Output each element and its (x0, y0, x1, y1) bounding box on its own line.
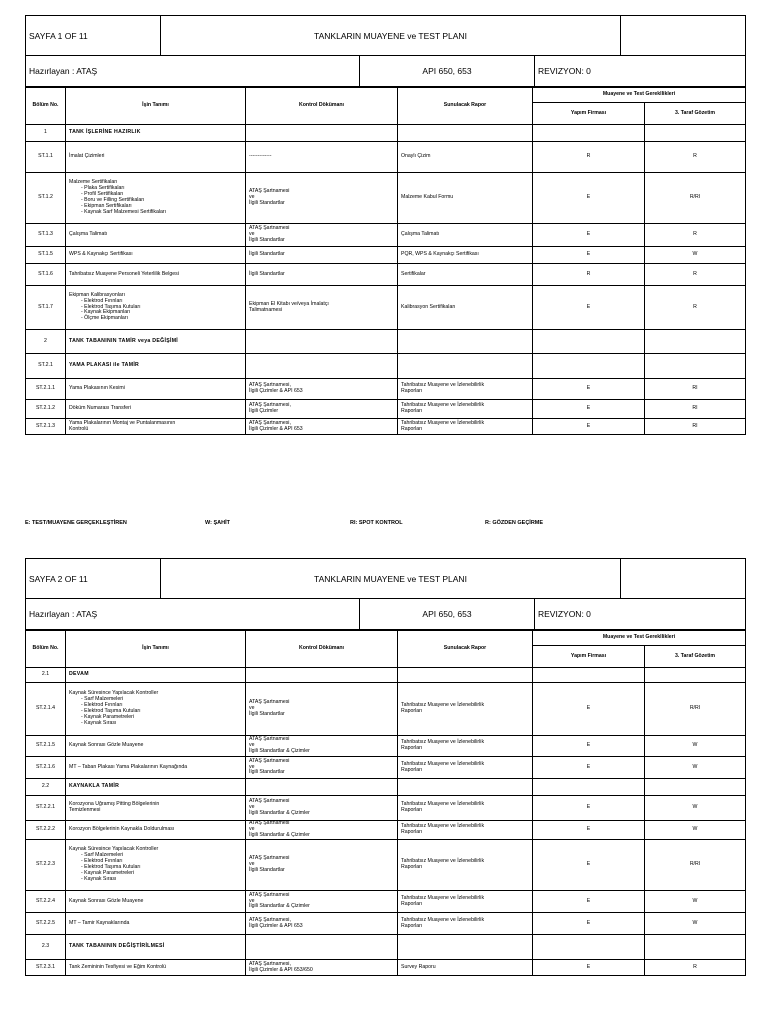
revision: REVIZYON: 0 (535, 599, 746, 630)
standard-ref: API 650, 653 (360, 599, 535, 630)
row-number: ST.2.1.3 (26, 419, 66, 435)
third-party-requirement: W (645, 891, 746, 913)
third-party-requirement (645, 935, 746, 960)
report (398, 354, 533, 379)
report (398, 683, 533, 736)
control-document-line: Ekipman El Kitabı ve/veya İmalatçı (249, 300, 329, 307)
legend (25, 520, 745, 530)
control-document-line: ve (249, 742, 255, 749)
task-description: TANK TABANININ TAMİR veya DEĞİŞİMİ (66, 330, 246, 354)
list-item: - Kaynak Sırası (81, 721, 242, 727)
col-firm-header: Yapım Firması (533, 646, 645, 668)
firm-requirement (533, 354, 645, 379)
task-description: Döküm Numarası Transferi (66, 400, 246, 419)
firm-requirement: E (533, 960, 645, 976)
firm-requirement: E (533, 286, 645, 330)
control-document (246, 683, 398, 736)
control-document: İlgili Standartlar (246, 264, 398, 286)
page-1-header (25, 15, 746, 87)
list-item: - Ölçme Ekipmanları (81, 316, 242, 322)
third-party-requirement: W (645, 821, 746, 840)
report-line: Raporları (401, 807, 423, 813)
control-document (246, 796, 398, 821)
control-document-line: İlgili Standartlar & Çizimler (249, 903, 310, 910)
task-heading: Ekipman Kalibrasyonları (69, 291, 125, 298)
report: Çalışma Talimatı (398, 224, 533, 247)
row-number: ST.2.1 (26, 354, 66, 379)
control-document-line: İlgili Standartlar (249, 866, 285, 873)
report-line: Raporları (401, 900, 423, 907)
table-row (26, 379, 746, 400)
row-number: ST.2.2.1 (26, 796, 66, 821)
report (398, 736, 533, 757)
prepared-by: Hazırlayan : ATAŞ (26, 599, 360, 630)
control-document-line: ATAŞ Şartnamesi (249, 736, 290, 743)
control-document-line: ATAŞ Şartnamesi, (249, 916, 291, 923)
third-party-requirement: W (645, 913, 746, 935)
legend-ri: RI: SPOT KONTROL (350, 520, 403, 526)
control-document-line: ve (249, 897, 255, 904)
task-sub-items (69, 697, 242, 727)
page-2-plan-table (25, 630, 746, 976)
table-row (26, 142, 746, 173)
task-description (66, 796, 246, 821)
report (398, 913, 533, 935)
row-number: 2.1 (26, 668, 66, 683)
control-document (246, 173, 398, 224)
list-item: - Kaynak Sırası (81, 877, 242, 883)
list-item: - Sarf Malzemeleri (81, 697, 242, 703)
section-row (26, 935, 746, 960)
report: Malzeme Kabul Formu (398, 173, 533, 224)
report-line: Raporları (401, 408, 423, 414)
row-number: ST.2.2.2 (26, 821, 66, 840)
control-document-line: İlgili Çizimler & API 653 (249, 388, 303, 394)
row-number: 2.3 (26, 935, 66, 960)
list-item: - Elektrod Fırınları (81, 299, 242, 305)
control-document (246, 891, 398, 913)
document-title: TANKLARIN MUAYENE ve TEST PLANI (161, 559, 621, 599)
firm-requirement: E (533, 247, 645, 264)
col-task-header: İşin Tanımı (66, 631, 246, 668)
section-row (26, 668, 746, 683)
task-description: DEVAM (66, 668, 246, 683)
legend-w: W: ŞAHİT (205, 520, 230, 526)
task-description-line: Korozyona Uğramış Pitting Bölgelerinin (69, 801, 160, 808)
list-item: - Elektrod Taşıma Kutuları (81, 709, 242, 715)
report-line: Raporları (401, 766, 423, 773)
row-number: ST.2.1.5 (26, 736, 66, 757)
firm-requirement: E (533, 379, 645, 400)
third-party-requirement: R/RI (645, 840, 746, 891)
legend-r: R: GÖZDEN GEÇİRME (485, 520, 544, 526)
control-document-line: ATAŞ Şartnamesi, (249, 402, 291, 409)
list-item: - Kaynak Ekipmanları (81, 310, 242, 316)
task-heading: Kaynak Süresince Yapılacak Kontroller (69, 846, 159, 853)
firm-requirement: E (533, 224, 645, 247)
firm-requirement: E (533, 736, 645, 757)
control-document-line: İlgili Çizimler (249, 408, 279, 414)
control-document-line: İlgili Standartlar & Çizimler (249, 747, 310, 754)
control-document (246, 330, 398, 354)
control-document-line: ATAŞ Şartnamesi (249, 188, 290, 195)
control-document-line: İlgili Standartlar (249, 710, 285, 717)
report-line: Tahribatsız Muayene ve İzlenebilirlik (401, 801, 485, 808)
third-party-requirement: W (645, 247, 746, 264)
task-description-line: Kontrolü (69, 425, 89, 432)
report (398, 891, 533, 913)
control-document-line: ATAŞ Şartnamesi (249, 820, 290, 827)
col-requirements-group-header: Muayene ve Test Gerekllikleri (533, 631, 746, 646)
control-document-line: ve (249, 231, 255, 238)
task-heading: Malzeme Sertifikaları (69, 179, 118, 186)
control-document (246, 840, 398, 891)
control-document (246, 379, 398, 400)
report-line: Tahribatsız Muayene ve İzlenebilirlik (401, 739, 485, 746)
empty-cell (621, 559, 746, 599)
col-section-header: Bölüm No. (26, 631, 66, 668)
third-party-requirement: W (645, 757, 746, 779)
row-number: ST.1.1 (26, 142, 66, 173)
firm-requirement (533, 330, 645, 354)
report-line: Tahribatsız Muayene ve İzlenebilirlik (401, 402, 485, 409)
task-description (66, 840, 246, 891)
control-document-line: ATAŞ Şartnamesi (249, 699, 290, 706)
control-document (246, 960, 398, 976)
firm-requirement: E (533, 796, 645, 821)
firm-requirement: E (533, 757, 645, 779)
row-number: ST.2.2.3 (26, 840, 66, 891)
third-party-requirement: R (645, 960, 746, 976)
report-line: Raporları (401, 829, 423, 835)
task-description: Kaynak Sonrası Gözle Muayene (66, 736, 246, 757)
report: PQR, WPS & Kaynakçı Sertifikası (398, 247, 533, 264)
report (398, 400, 533, 419)
report (398, 379, 533, 400)
control-document (246, 757, 398, 779)
firm-requirement: E (533, 821, 645, 840)
report-line: Tahribatsız Muayene ve İzlenebilirlik (401, 760, 485, 767)
list-item: - Kaynak Parametreleri (81, 715, 242, 721)
firm-requirement: E (533, 683, 645, 736)
plan-page-2 (25, 558, 745, 976)
row-number: 1 (26, 125, 66, 142)
third-party-requirement: R (645, 142, 746, 173)
control-document: İlgili Standartlar (246, 247, 398, 264)
report (398, 668, 533, 683)
task-description-line: Yama Plakalarının Montaj ve Puntalanmasının (69, 419, 176, 426)
control-document-line: İlgili Çizimler & API 653/650 (249, 966, 313, 973)
column-header-row (26, 631, 746, 646)
table-row (26, 891, 746, 913)
third-party-requirement (645, 354, 746, 379)
control-document (246, 400, 398, 419)
firm-requirement: E (533, 891, 645, 913)
task-description: Yama Plakasının Kesimi (66, 379, 246, 400)
control-document-line: İlgili Standartlar (249, 236, 285, 243)
third-party-requirement (645, 125, 746, 142)
third-party-requirement: R (645, 224, 746, 247)
third-party-requirement: RI (645, 379, 746, 400)
row-number: ST.1.5 (26, 247, 66, 264)
report: Onaylı Çizim (398, 142, 533, 173)
control-document-line: ATAŞ Şartnamesi, (249, 382, 291, 389)
report-line: Tahribatsız Muayene ve İzlenebilirlik (401, 894, 485, 901)
list-item: - Kaynak Sarf Malzemesi Sertifikaları (81, 210, 242, 216)
task-description (66, 683, 246, 736)
row-number: ST.2.1.1 (26, 379, 66, 400)
list-item: - Boru ve Filling Sertifikaları (81, 198, 242, 204)
report-line: Tahribatsız Muayene ve İzlenebilirlik (401, 419, 485, 426)
report-line: Raporları (401, 388, 423, 394)
control-document-line: İlgili Standartlar (249, 769, 285, 776)
task-description: KAYNAKLA TAMİR (66, 779, 246, 796)
col-control-header: Kontrol Dökümanı (246, 88, 398, 125)
row-number: ST.1.6 (26, 264, 66, 286)
list-item: - Elektrod Fırınları (81, 859, 242, 865)
firm-requirement (533, 125, 645, 142)
table-row (26, 840, 746, 891)
list-item: - Ekipman Sertifikaları (81, 204, 242, 210)
control-document-line: İlgili Standartlar & Çizimler (249, 831, 310, 838)
report (398, 419, 533, 435)
control-document: ------------- (246, 142, 398, 173)
col-requirements-group-header: Muayene ve Test Gerekllikleri (533, 88, 746, 103)
control-document (246, 354, 398, 379)
control-document-line: ATAŞ Şartnamesi (249, 855, 290, 862)
report (398, 796, 533, 821)
report (398, 125, 533, 142)
table-row (26, 757, 746, 779)
row-number: ST.1.3 (26, 224, 66, 247)
col-report-header: Sunulacak Rapor (398, 88, 533, 125)
report: Kalibrasyon Sertifikaları (398, 286, 533, 330)
firm-requirement: R (533, 142, 645, 173)
control-document (246, 668, 398, 683)
task-description: Tahribatsız Muayene Personeli Yeterlilik Belgesi (66, 264, 246, 286)
report-line: Tahribatsız Muayene ve İzlenebilirlik (401, 382, 485, 389)
third-party-requirement: RI (645, 400, 746, 419)
empty-cell (621, 16, 746, 56)
table-row (26, 286, 746, 330)
list-item: - Profil Sertifikaları (81, 192, 242, 198)
task-description: TANK TABANININ DEĞİŞTİRİLMESİ (66, 935, 246, 960)
firm-requirement: E (533, 400, 645, 419)
report: Survey Raporu (398, 960, 533, 976)
firm-requirement (533, 779, 645, 796)
table-row (26, 796, 746, 821)
third-party-requirement: R (645, 286, 746, 330)
third-party-requirement: R (645, 264, 746, 286)
col-third-party-header: 3. Taraf Gözetim (645, 646, 746, 668)
firm-requirement: R (533, 264, 645, 286)
col-control-header: Kontrol Dökümanı (246, 631, 398, 668)
third-party-requirement: R/RI (645, 683, 746, 736)
third-party-requirement (645, 330, 746, 354)
table-row (26, 247, 746, 264)
section-row (26, 354, 746, 379)
control-document-line: ve (249, 763, 255, 770)
third-party-requirement: W (645, 796, 746, 821)
row-number: ST.2.1.6 (26, 757, 66, 779)
report: Sertifikalar (398, 264, 533, 286)
control-document-line: ATAŞ Şartnamesi (249, 798, 290, 805)
row-number: ST.2.2.4 (26, 891, 66, 913)
report (398, 821, 533, 840)
page-label: SAYFA 2 OF 11 (26, 559, 161, 599)
list-item: - Elektrod Taşıma Kutuları (81, 865, 242, 871)
control-document-line: ve (249, 194, 255, 201)
table-row (26, 960, 746, 976)
col-task-header: İşin Tanımı (66, 88, 246, 125)
task-description (66, 419, 246, 435)
report-line: Raporları (401, 425, 423, 432)
third-party-requirement (645, 779, 746, 796)
table-row (26, 224, 746, 247)
control-document-line: ATAŞ Şartnamesi, (249, 419, 291, 426)
plan-page-1 (25, 15, 745, 435)
third-party-requirement (645, 668, 746, 683)
task-description-line: Temizlenmesi (69, 807, 101, 813)
control-document-line: ve (249, 705, 255, 712)
row-number: ST.2.1.4 (26, 683, 66, 736)
task-description: YAMA PLAKASI ile TAMİR (66, 354, 246, 379)
control-document-line: İlgili Çizimler & API 653 (249, 425, 303, 432)
control-document (246, 224, 398, 247)
report (398, 330, 533, 354)
firm-requirement (533, 668, 645, 683)
task-description: Tank Zemininin Tesfiyesi ve Eğim Kontrolü (66, 960, 246, 976)
control-document (246, 935, 398, 960)
control-document-line: ATAŞ Şartnamesi (249, 225, 290, 232)
report-line: Tahribatsız Muayene ve İzlenebilirlik (401, 858, 485, 865)
report-line: Tahribatsız Muayene ve İzlenebilirlik (401, 823, 485, 830)
task-description: MT – Tamir Kaynaklarında (66, 913, 246, 935)
row-number: 2 (26, 330, 66, 354)
col-report-header: Sunulacak Rapor (398, 631, 533, 668)
col-section-header: Bölüm No. (26, 88, 66, 125)
task-description: TANK İŞLERİNE HAZIRLIK (66, 125, 246, 142)
page-1-plan-table (25, 87, 746, 435)
firm-requirement: E (533, 840, 645, 891)
row-number: ST.2.2.5 (26, 913, 66, 935)
table-row (26, 821, 746, 840)
firm-requirement: E (533, 419, 645, 435)
col-firm-header: Yapım Firması (533, 103, 645, 125)
col-third-party-header: 3. Taraf Gözetim (645, 103, 746, 125)
page-2-header (25, 558, 746, 630)
task-heading: Kaynak Süresince Yapılacak Kontroller (69, 690, 159, 697)
control-document (246, 779, 398, 796)
control-document-line: İlgili Çizimler & API 653 (249, 922, 303, 929)
table-row (26, 683, 746, 736)
task-description (66, 173, 246, 224)
control-document-line: ATAŞ Şartnamesi (249, 757, 290, 764)
control-document-line: İlgili Standartlar & Çizimler (249, 809, 310, 816)
task-description (66, 286, 246, 330)
control-document (246, 286, 398, 330)
section-row (26, 330, 746, 354)
section-row (26, 779, 746, 796)
task-description: İmalat Çizimleri (66, 142, 246, 173)
section-row (26, 125, 746, 142)
third-party-requirement: RI (645, 419, 746, 435)
list-item: - Sarf Malzemeleri (81, 853, 242, 859)
third-party-requirement: R/RI (645, 173, 746, 224)
page-label: SAYFA 1 OF 11 (26, 16, 161, 56)
firm-requirement: E (533, 173, 645, 224)
row-number: ST.2.1.2 (26, 400, 66, 419)
report (398, 757, 533, 779)
revision: REVIZYON: 0 (535, 56, 746, 87)
task-description: Kaynak Sonrası Gözle Muayene (66, 891, 246, 913)
row-number: 2.2 (26, 779, 66, 796)
report (398, 779, 533, 796)
report (398, 935, 533, 960)
control-document (246, 125, 398, 142)
report-line: Raporları (401, 708, 423, 714)
control-document-line: İlgili Standartlar (249, 199, 285, 206)
task-sub-items (69, 853, 242, 883)
task-description: MT – Taban Plakası Yama Plakalarının Kaynağında (66, 757, 246, 779)
firm-requirement: E (533, 913, 645, 935)
control-document-line: ve (249, 804, 255, 811)
table-row (26, 264, 746, 286)
list-item: - Plaka Sertifikaları (81, 186, 242, 192)
control-document-line: ATAŞ Şartnamesi, (249, 960, 291, 967)
standard-ref: API 650, 653 (360, 56, 535, 87)
firm-requirement (533, 935, 645, 960)
table-row (26, 913, 746, 935)
row-number: ST.1.2 (26, 173, 66, 224)
task-description: Çalışma Talimatı (66, 224, 246, 247)
report-line: Raporları (401, 922, 423, 929)
task-sub-items (69, 186, 242, 216)
legend-e: E: TEST/MUAYENE GERÇEKLEŞTİREN (25, 520, 127, 526)
task-sub-items (69, 299, 242, 323)
report (398, 840, 533, 891)
task-description: WPS & Kaynakçı Sertifikası (66, 247, 246, 264)
third-party-requirement: W (645, 736, 746, 757)
row-number: ST.1.7 (26, 286, 66, 330)
report-line: Raporları (401, 864, 423, 870)
control-document-line: ve (249, 826, 255, 833)
table-row (26, 736, 746, 757)
table-row (26, 400, 746, 419)
control-document (246, 419, 398, 435)
report-line: Tahribatsız Muayene ve İzlenebilirlik (401, 702, 485, 709)
table-row (26, 173, 746, 224)
list-item: - Elektrod Taşıma Kutuları (81, 305, 242, 311)
control-document (246, 821, 398, 840)
list-item: - Kaynak Parametreleri (81, 871, 242, 877)
row-number: ST.2.3.1 (26, 960, 66, 976)
control-document (246, 913, 398, 935)
prepared-by: Hazırlayan : ATAŞ (26, 56, 360, 87)
control-document-line: Talimatnamesi (249, 306, 283, 313)
task-description: Korozyon Bölgelerinin Kaynakla Doldurulması (66, 821, 246, 840)
report-line: Raporları (401, 745, 423, 751)
list-item: - Elektrod Fırınları (81, 703, 242, 709)
table-row (26, 419, 746, 435)
control-document (246, 736, 398, 757)
report-line: Tahribatsız Muayene ve İzlenebilirlik (401, 916, 485, 923)
control-document-line: ATAŞ Şartnamesi (249, 891, 290, 898)
column-header-row (26, 88, 746, 103)
document-title: TANKLARIN MUAYENE ve TEST PLANI (161, 16, 621, 56)
control-document-line: ve (249, 861, 255, 868)
